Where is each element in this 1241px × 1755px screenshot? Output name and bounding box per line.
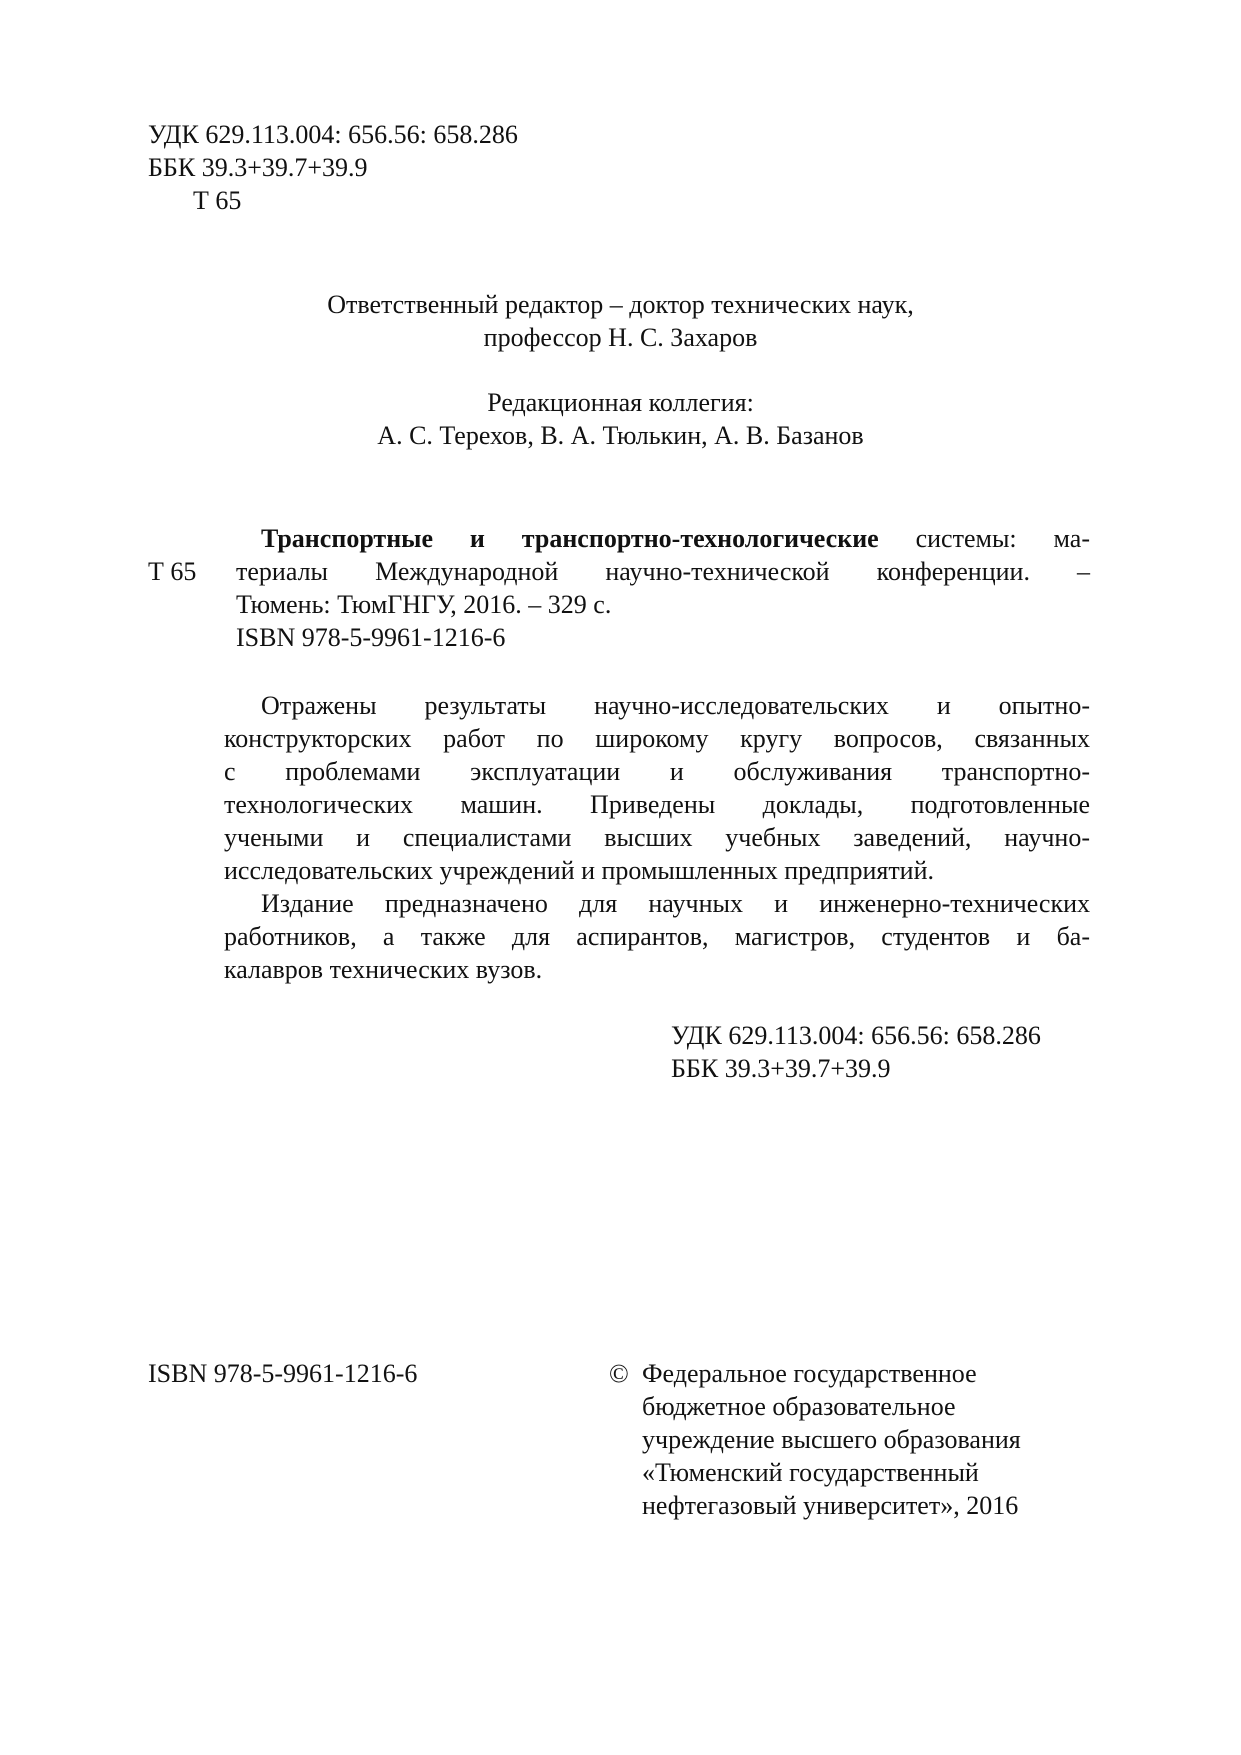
abstract-p1-line: с проблемами эксплуатации и обслуживания транспортно- xyxy=(224,757,1090,786)
header-author-mark: Т 65 xyxy=(193,186,242,215)
editorial-board xyxy=(0,386,1241,452)
editor-line-2: профессор Н. С. Захаров xyxy=(483,323,758,352)
copyright-line: учреждение высшего образования xyxy=(642,1425,1021,1454)
classification-udk: УДК 629.113.004: 656.56: 658.286 xyxy=(671,1021,1041,1050)
editor-line-1: Ответственный редактор – доктор технических наук, xyxy=(327,290,914,319)
abstract-paragraph-2 xyxy=(224,887,1090,986)
abstract-p2-line: работников, а также для аспирантов, магистров, студентов и ба- xyxy=(224,922,1090,951)
abstract-paragraph-1 xyxy=(224,689,1090,887)
copyright-line: нефтегазовый университет», 2016 xyxy=(642,1491,1019,1520)
abstract-p2-line: Издание предназначено для научных и инженерно-технических xyxy=(261,889,1090,918)
abstract-p1-line: конструкторских работ по широкому кругу вопросов, связанных xyxy=(224,724,1090,753)
abstract-p1-line: учеными и специалистами высших учебных заведений, научно- xyxy=(224,823,1090,852)
copyright-line: «Тюменский государственный xyxy=(642,1458,979,1487)
board-title: Редакционная коллегия: xyxy=(487,388,754,417)
board-members: А. С. Терехов, В. А. Тюлькин, А. В. Базанов xyxy=(377,421,864,450)
abstract-p1-line: Отражены результаты научно-исследовательских и опытно- xyxy=(261,691,1090,720)
copyright-line: Федеральное государственное xyxy=(642,1359,977,1388)
citation-line-2: териалы Международной научно-технической конференции. – xyxy=(236,557,1090,586)
responsible-editor xyxy=(0,288,1241,354)
citation-isbn: ISBN 978-5-9961-1216-6 xyxy=(236,623,506,652)
citation-mark: Т 65 xyxy=(148,557,197,586)
header-classification xyxy=(148,118,518,217)
citation-line-3: Тюмень: ТюмГНГУ, 2016. – 329 с. xyxy=(236,590,612,619)
abstract-p2-line: калавров технических вузов. xyxy=(224,955,543,984)
abstract-p1-line: исследовательских учреждений и промышленных предприятий. xyxy=(224,856,935,885)
copyright-icon: © xyxy=(609,1359,629,1388)
abstract-p1-line: технологических машин. Приведены доклады, подготовленные xyxy=(224,790,1090,819)
header-bbk: ББК 39.3+39.7+39.9 xyxy=(148,153,368,182)
bibliographic-citation xyxy=(236,522,1090,654)
header-udk: УДК 629.113.004: 656.56: 658.286 xyxy=(148,120,518,149)
copyright-line: бюджетное образовательное xyxy=(642,1392,956,1421)
citation-line-1-rest: системы: ма- xyxy=(878,524,1090,553)
citation-title: Транспортные и транспортно-технологические xyxy=(261,524,879,553)
abstract xyxy=(224,689,1090,986)
citation-line-1 xyxy=(236,522,1090,555)
classification-block xyxy=(671,1019,1041,1085)
footer-isbn: ISBN 978-5-9961-1216-6 xyxy=(148,1359,418,1388)
classification-bbk: ББК 39.3+39.7+39.9 xyxy=(671,1054,891,1083)
